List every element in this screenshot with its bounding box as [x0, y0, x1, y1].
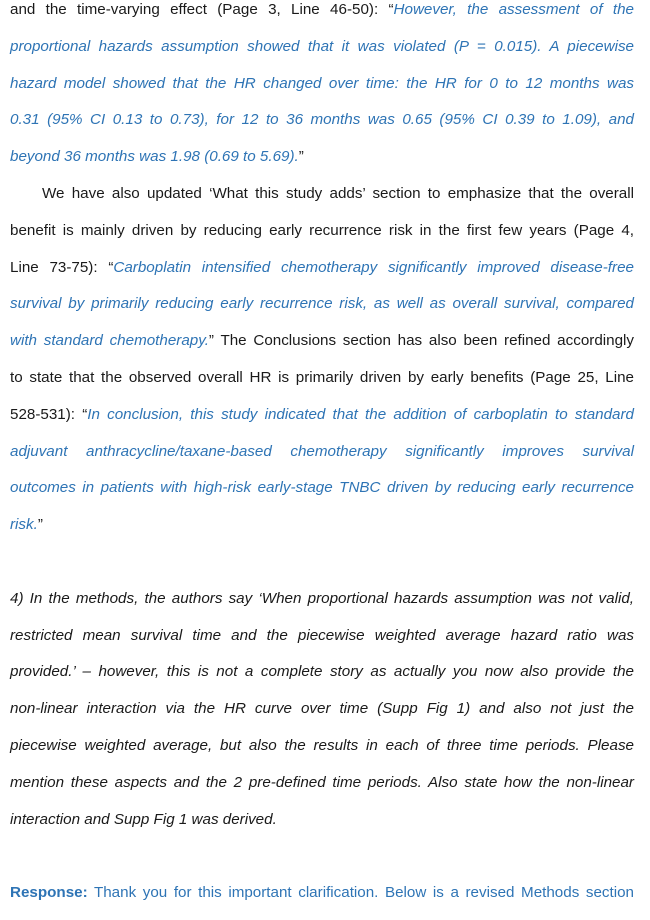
reviewer-comment-text: provided.’ – however, this is not a complete story as actually you now also provide the	[10, 663, 634, 681]
paragraph-gap	[10, 846, 634, 883]
reviewer-comment-text: piecewise weighted average, but also the results in each of three time periods. Please	[10, 736, 634, 754]
text-line	[10, 773, 634, 810]
body-text: We have also updated ‘What this study adds’ section to emphasize that the overall	[42, 184, 634, 202]
reviewer-comment-text: interaction and Supp Fig 1 was derived.	[10, 810, 277, 828]
quoted-manuscript-text: hazard model showed that the HR changed over time: the HR for 0 to 12 months was	[10, 74, 634, 92]
quoted-manuscript-text: with standard chemotherapy.	[10, 332, 209, 350]
body-text: ” The Conclusions section has also been refined accordingly	[208, 332, 634, 350]
text-line	[10, 736, 634, 773]
text-line	[10, 626, 634, 663]
quoted-manuscript-text: adjuvant anthracycline/taxane-based chemotherapy significantly improves survival	[10, 442, 634, 460]
quoted-manuscript-text: beyond 36 months was 1.98 (0.69 to 5.69).	[10, 148, 299, 166]
reviewer-comment-text: restricted mean survival time and the piecewise weighted average hazard ratio was	[10, 626, 634, 644]
reviewer-comment-4	[10, 589, 634, 847]
text-line	[10, 478, 634, 515]
document-page	[10, 0, 634, 920]
reviewer-comment-text: 4) In the methods, the authors say ‘When proportional hazards assumption was not valid,	[10, 589, 634, 607]
quoted-manuscript-text: outcomes in patients with high-risk early-stage TNBC driven by reducing early recurrence	[10, 479, 634, 497]
text-line	[10, 699, 634, 736]
response-paragraph-study-adds	[10, 184, 634, 552]
text-line	[10, 589, 634, 626]
text-line	[10, 147, 634, 184]
quoted-manuscript-text: However, the assessment of the	[393, 1, 634, 18]
text-line	[10, 662, 634, 699]
text-line	[10, 110, 634, 147]
quoted-manuscript-text: risk.	[10, 516, 38, 534]
response-text: Thank you for this important clarification. Below is a revised Methods section	[87, 884, 634, 902]
text-line	[10, 442, 634, 479]
quoted-manuscript-text: 0.31 (95% CI 0.13 to 0.73), for 12 to 36 months was 0.65 (95% CI 0.39 to 1.09), and	[10, 111, 634, 129]
body-text: ”	[298, 148, 304, 166]
text-line	[10, 368, 634, 405]
text-line	[10, 810, 634, 847]
response-paragraph-methods	[10, 883, 634, 920]
reviewer-comment-text: non-linear interaction via the HR curve over time (Supp Fig 1) and also not just the	[10, 700, 634, 718]
paragraph-gap	[10, 552, 634, 589]
body-text: Line 73-75): “	[10, 258, 114, 276]
quoted-manuscript-text: survival by primarily reducing early recurrence risk, as well as overall survival, compared	[10, 295, 634, 313]
body-text: and the time-varying effect (Page 3, Line 46-50): “	[10, 1, 394, 18]
quoted-manuscript-text: Carboplatin intensified chemotherapy significantly improved disease-free	[113, 258, 634, 276]
body-text: to state that the observed overall HR is primarily driven by early benefits (Page 25, Line	[10, 368, 634, 386]
text-line	[10, 0, 634, 37]
text-line	[10, 184, 634, 221]
body-text: benefit is mainly driven by reducing early recurrence risk in the first few years (Page 4,	[10, 221, 634, 239]
text-line	[10, 258, 634, 295]
text-line	[10, 74, 634, 111]
text-line	[10, 221, 634, 258]
response-paragraph-time-varying-effect	[10, 0, 634, 184]
text-line	[10, 883, 634, 920]
text-line	[10, 405, 634, 442]
body-text: 528-531): “	[10, 405, 88, 423]
text-line	[10, 294, 634, 331]
response-label: Response:	[10, 884, 88, 902]
reviewer-comment-text: mention these aspects and the 2 pre-defined time periods. Also state how the non-linear	[10, 773, 634, 791]
text-line	[10, 515, 634, 552]
body-text: ”	[37, 516, 43, 534]
quoted-manuscript-text: In conclusion, this study indicated that the addition of carboplatin to standard	[87, 405, 634, 423]
text-line	[10, 37, 634, 74]
quoted-manuscript-text: proportional hazards assumption showed that it was violated (P = 0.015). A piecewise	[10, 37, 634, 55]
text-line	[10, 331, 634, 368]
